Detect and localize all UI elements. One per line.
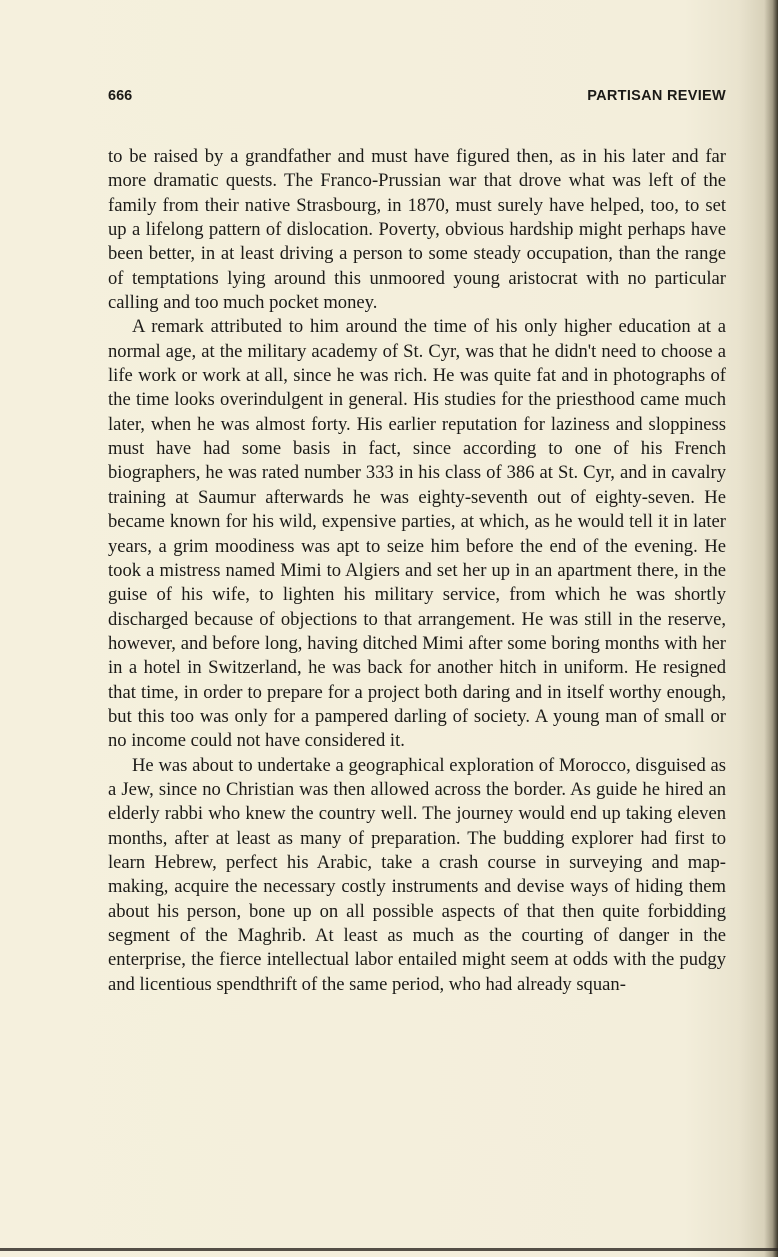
body-text — [108, 145, 726, 997]
paragraph-2: A remark attributed to him around the time of his only higher education at a normal age, at the military academy of St. Cyr, was that he didn't need to choose a life work or work at all, since he was rich. He was quite fat and in photographs of the time looks overindulgent in general. His studies for the priesthood came much later, when he was almost forty. His earlier reputation for laziness and sloppiness must have had some basis in fact, since according to one of his French biographers, he was rated number 333 in his class of 386 at St. Cyr, and in cavalry training at Saumur afterwards he was eighty-seventh out of eighty-seven. He became known for his wild, expensive parties, at which, as he would tell it in later years, a grim moodiness was apt to seize him before the end of the evening. He took a mistress named Mimi to Algiers and set her up in an apartment there, in the guise of his wife, to lighten his military service, from which he was shortly discharged because of objections to that arrangement. He was still in the reserve, however, and before long, having ditched Mimi after some boring months with her in a hotel in Switzerland, he was back for another hitch in uniform. He resigned that time, in order to prepare for a project both daring and in itself worthy enough, but this too was only for a pampered darling of society. A young man of small or no income could not have considered it. — [108, 316, 726, 752]
paragraph-3: He was about to undertake a geographical exploration of Morocco, disguised as a Jew, since no Christian was then allowed across the border. As guide he hired an elderly rabbi who knew the country well. The journey would end up taking eleven months, after at least as many of preparation. The budding explorer had first to learn Hebrew, perfect his Arabic, take a crash course in surveying and map-making, acquire the necessary costly instruments and devise ways of hiding them about his person, bone up on all possible aspects of that then quite forbidding segment of the Maghrib. At least as much as the courting of danger in the enterprise, the fierce intellectual labor entailed might seem at odds with the pudgy and licentious spendthrift of the same period, who had already squan- — [108, 754, 726, 995]
page-number: 666 — [108, 88, 133, 104]
journal-title: PARTISAN REVIEW — [587, 88, 726, 104]
running-head — [108, 88, 726, 108]
page-edge-shadow — [764, 0, 778, 1257]
paragraph-1: to be raised by a grandfather and must have figured then, as in his later and far more dramatic quests. The Franco-Prussian war that drove what was left of the family from their native Strasbourg, in 1870, must surely have helped, too, to set up a lifelong pattern of dislocation. Poverty, obvious hardship might perhaps have been better, in at least driving a person to some steady occupation, than the range of temptations lying around this unmoored young aristocrat with no particular calling and too much pocket money. — [108, 146, 726, 314]
bottom-edge-line — [0, 1248, 778, 1251]
